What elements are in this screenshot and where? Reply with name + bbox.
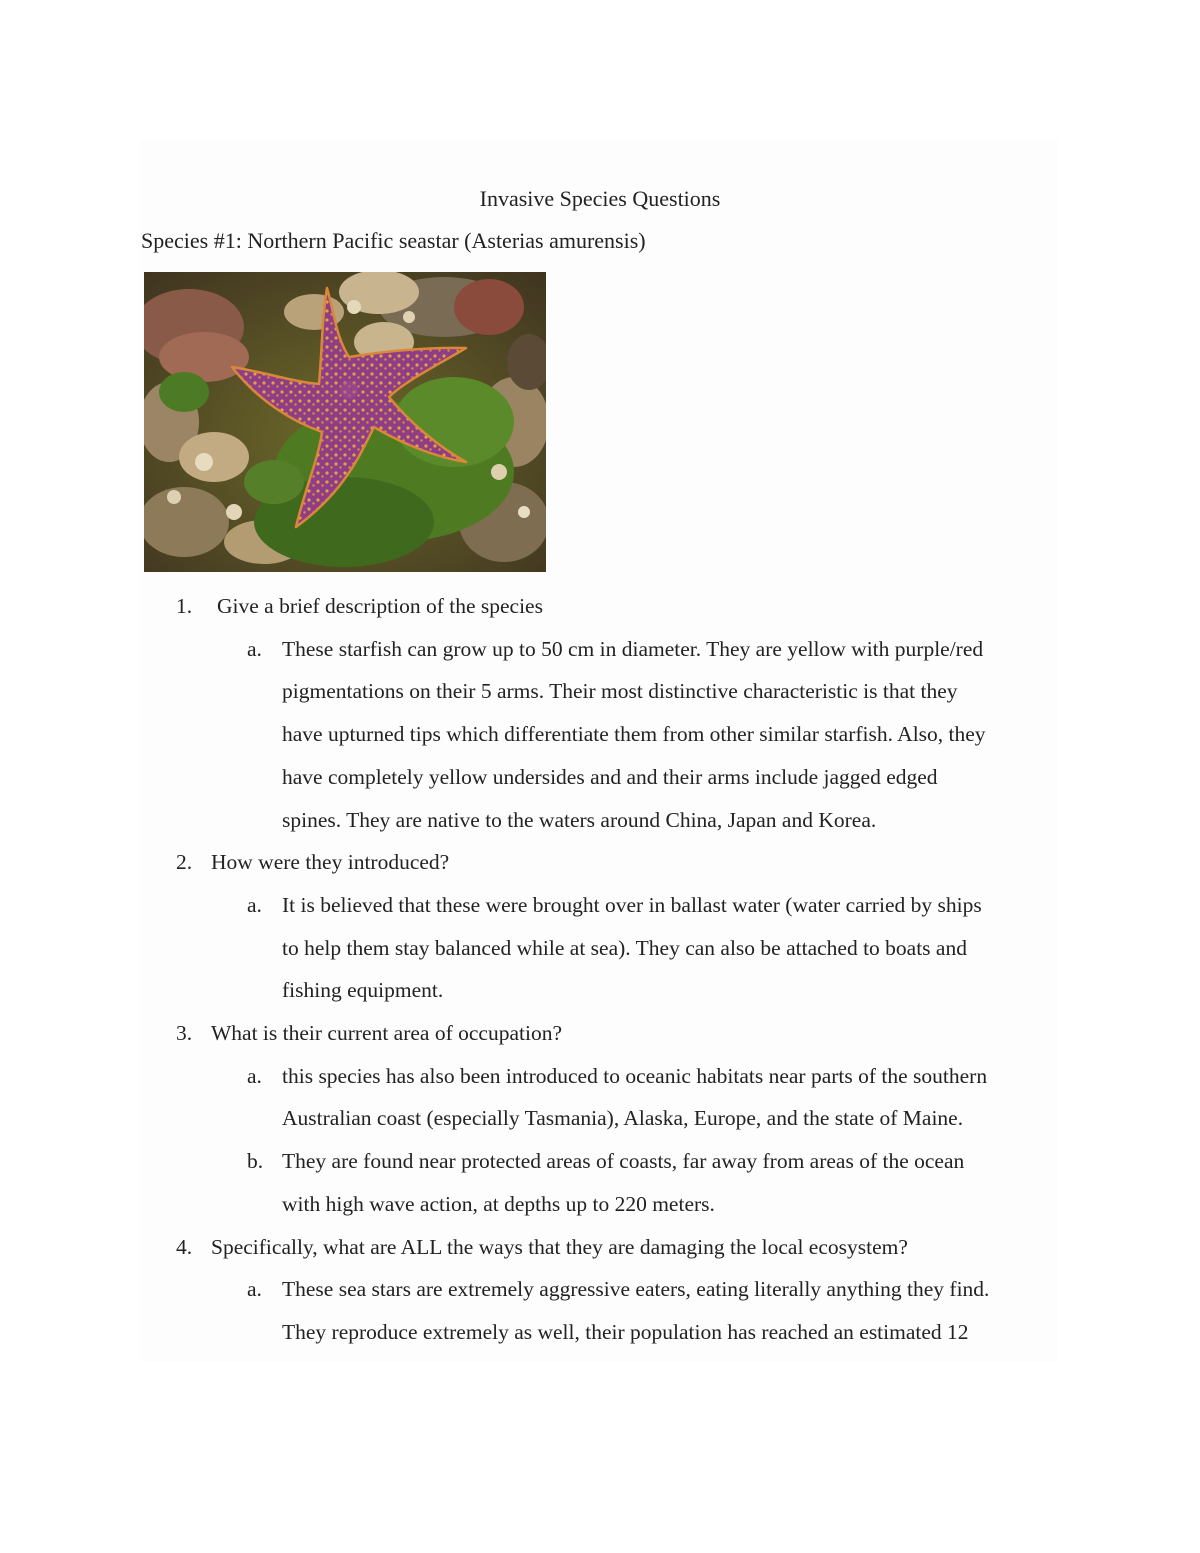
species-heading: Species #1: Northern Pacific seastar (Asterias amurensis) (141, 228, 646, 253)
question-text: Specifically, what are ALL the ways that they are damaging the local ecosystem? (211, 1234, 908, 1259)
question-text: Give a brief description of the species (217, 594, 543, 618)
answer-marker: a. (247, 892, 262, 917)
answer-line: These sea stars are extremely aggressive eaters, eating literally anything they find. (282, 1277, 990, 1302)
answer-line: to help them stay balanced while at sea). They can also be attached to boats and (282, 935, 967, 960)
answer-marker: a. (247, 636, 262, 661)
document-title: Invasive Species Questions (479, 186, 721, 211)
answer-line: They are found near protected areas of coasts, far away from areas of the ocean (282, 1149, 965, 1174)
question-text: What is their current area of occupation? (211, 1021, 562, 1045)
seastar-photo (144, 272, 546, 572)
answer-line: with high wave action, at depths up to 220 meters. (282, 1191, 715, 1216)
answer-marker: a. (247, 1063, 262, 1088)
question-number: 2. (176, 850, 193, 875)
answer-line: It is believed that these were brought over in ballast water (water carried by ships (282, 892, 982, 917)
question-number: 4. (176, 1234, 193, 1259)
question-number: 1. (176, 594, 193, 618)
answer-line: Australian coast (especially Tasmania), Alaska, Europe, and the state of Maine. (282, 1106, 964, 1131)
answer-line: have upturned tips which differentiate them from other similar starfish. Also, they (282, 722, 986, 747)
answer-line: pigmentations on their 5 arms. Their most distinctive characteristic is that they (282, 679, 958, 704)
answer-line: fishing equipment. (282, 978, 444, 1003)
answer-line: They reproduce extremely as well, their population has reached an estimated 12 (282, 1319, 969, 1344)
answer-line: this species has also been introduced to oceanic habitats near parts of the southern (282, 1063, 988, 1088)
question-text: How were they introduced? (211, 850, 450, 875)
answer-line: have completely yellow undersides and and their arms include jagged edged (282, 764, 938, 789)
answer-line: spines. They are native to the waters around China, Japan and Korea. (282, 807, 877, 832)
question-number: 3. (176, 1021, 193, 1045)
answer-marker: b. (247, 1149, 264, 1174)
answer-line: These starfish can grow up to 50 cm in diameter. They are yellow with purple/red (282, 636, 984, 661)
answer-marker: a. (247, 1277, 262, 1302)
